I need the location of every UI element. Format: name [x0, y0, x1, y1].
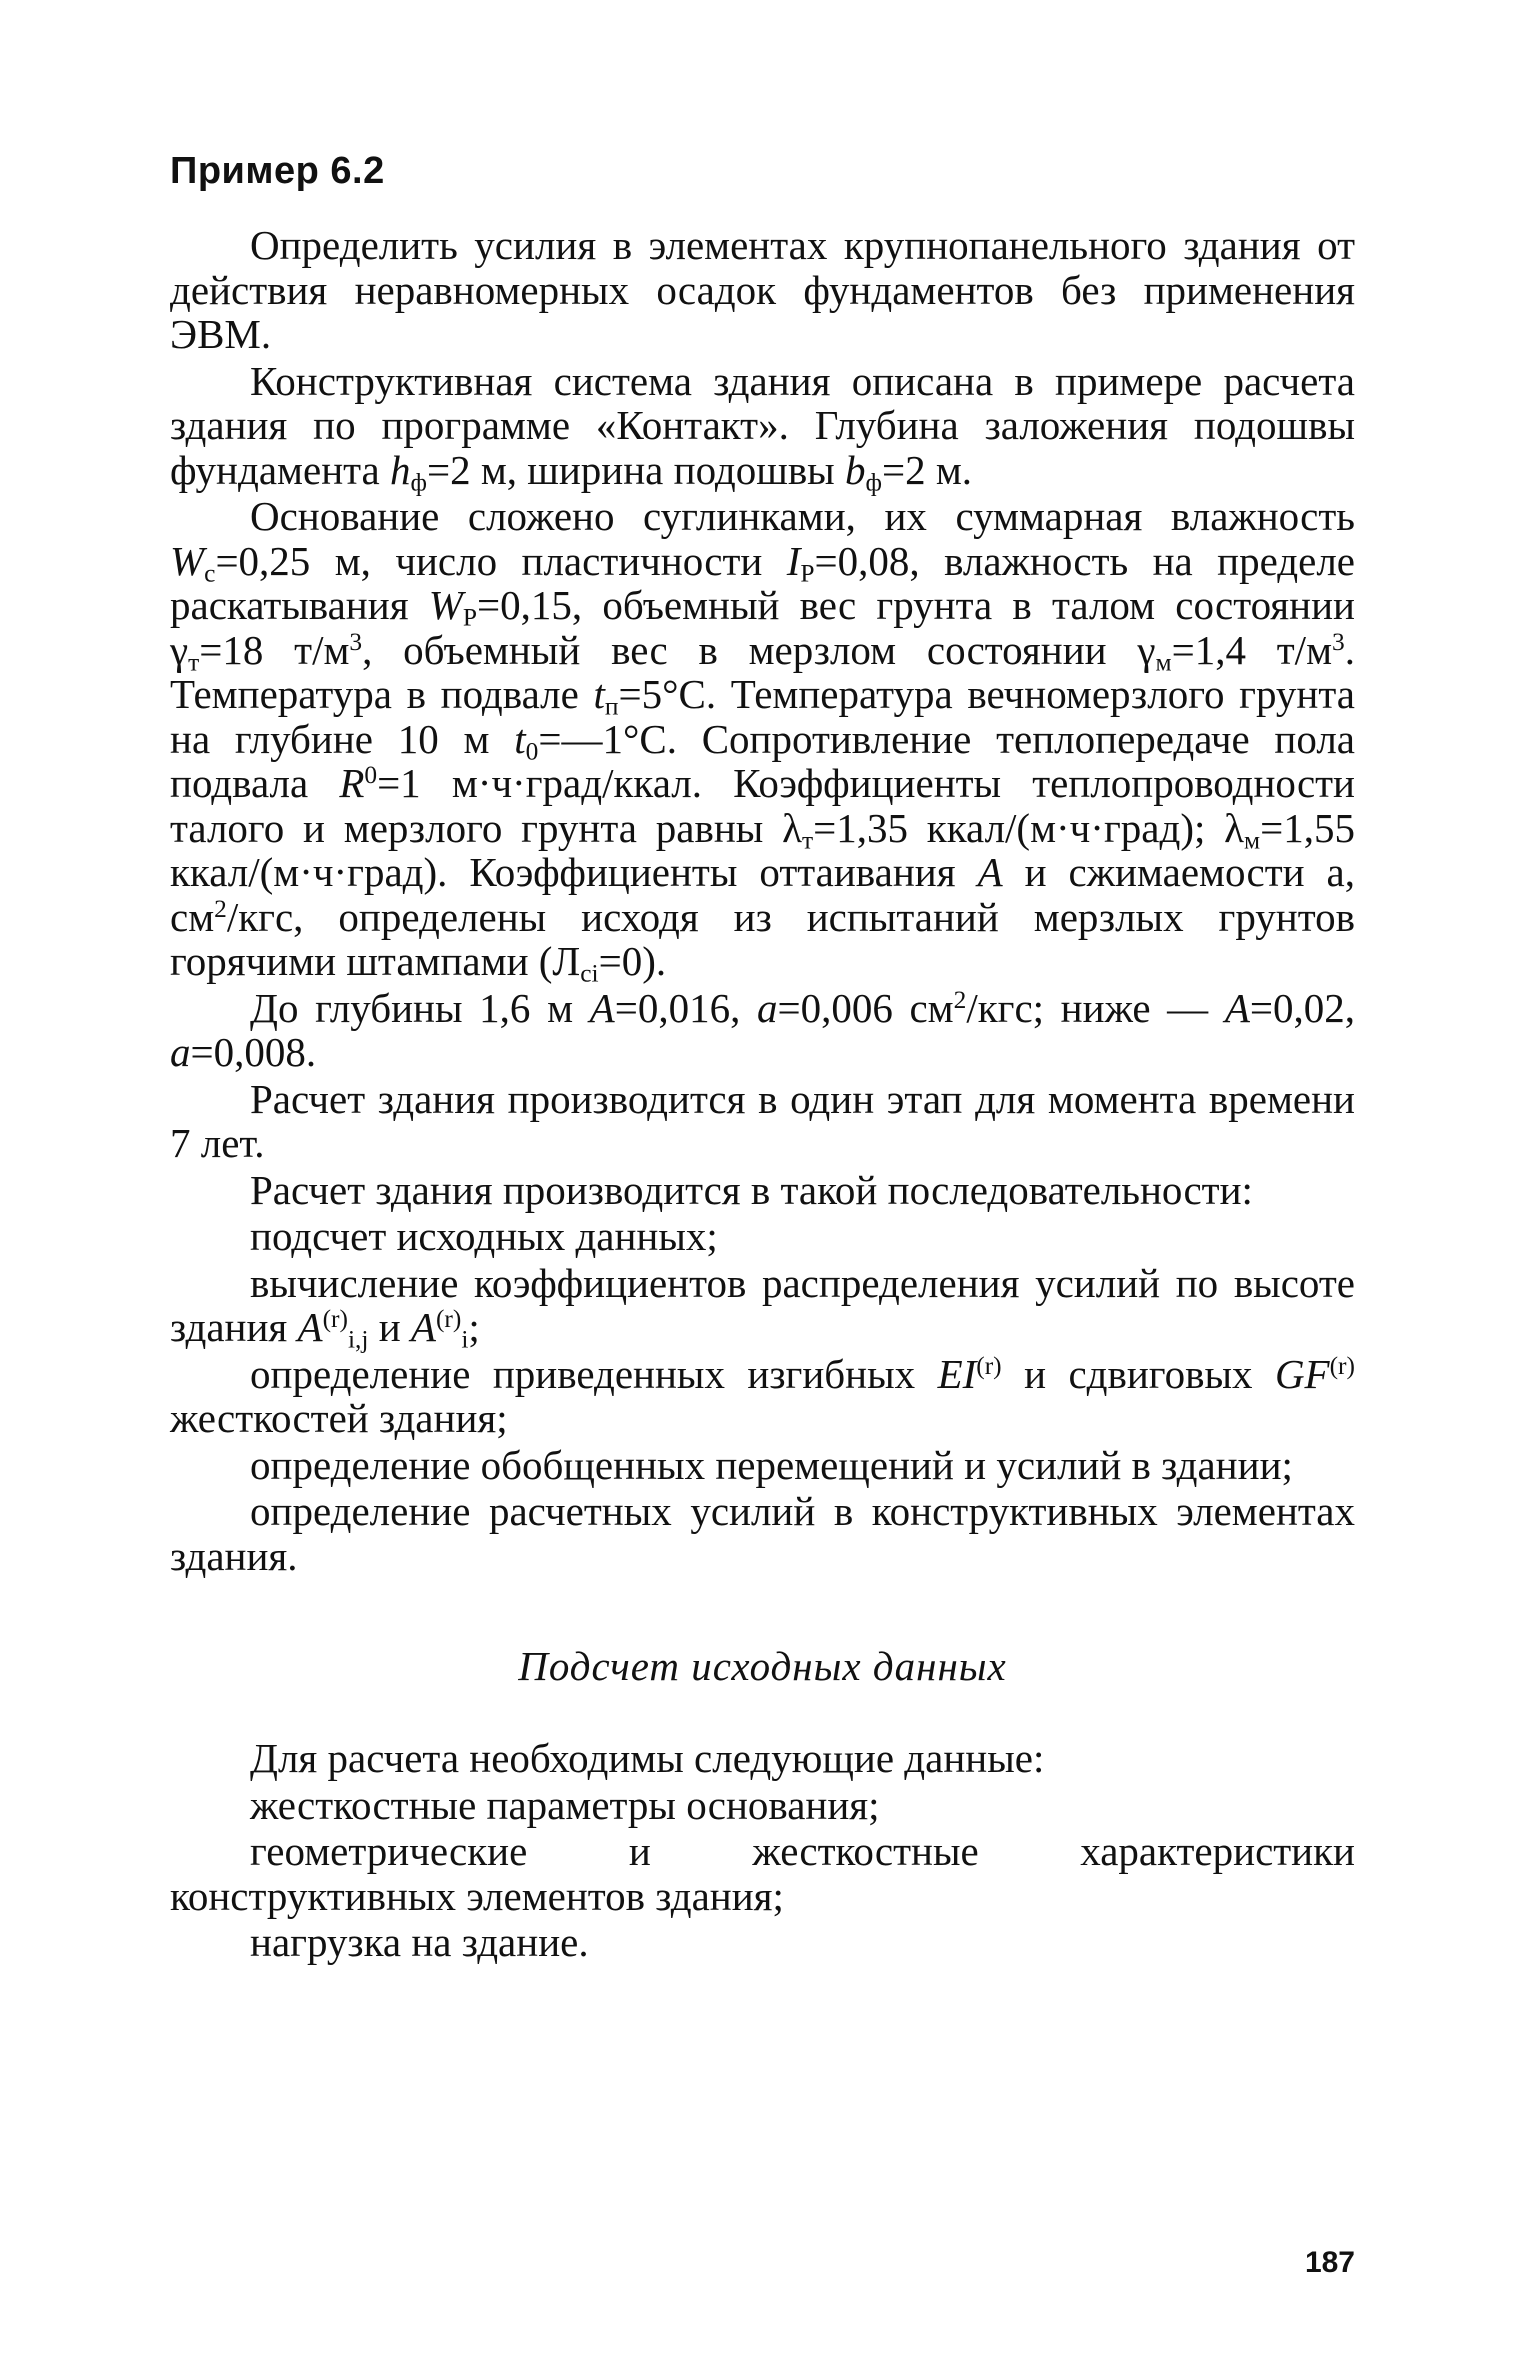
list-item-distribution-coefficients: вычисление коэффициентов распределения усилий по высоте здания $A^{(r)}_{i,j}$ и $A^{(r)}_i$; — [170, 1259, 1355, 1354]
paragraph-task: Определить усилия в элементах крупнопанельного здания от действия неравномерных осадок фундаментов без применения ЭВМ. — [170, 222, 1355, 357]
book-page — [170, 150, 1355, 2300]
list-item-stiffness: определение приведенных изгибных EI$^{(r)}$ и сдвиговых GF$^{(r)}$ жесткостей здания; — [170, 1350, 1355, 1441]
paragraph-construction-system: Конструктивная система здания описана в примере расчета здания по программе «Контакт». Глубина заложения подошвы фундамента $h_ф=2$ м, ширина подошвы $b_ф=2$ м. — [170, 357, 1355, 496]
paragraph-required-data: Для расчета необходимы следующие данные: — [250, 1735, 1045, 1781]
list-item-foundation-parameters: жесткостные параметры основания; — [250, 1781, 880, 1828]
section-title: Подсчет исходных данных — [518, 1643, 1007, 1689]
page-number: 187 — [1304, 2246, 1355, 2279]
paragraph-one-stage: Расчет здания производится в один этап для момента времени 7 лет. — [170, 1075, 1355, 1166]
paragraph-depth-coefficients: До глубины 1,6 м A=0,016, a=0,006 $см^2$/кгс; ниже — A=0,02, a=0,008. — [170, 984, 1355, 1075]
list-item-displacements: определение обобщенных перемещений и усилий в здании; — [250, 1441, 1293, 1488]
list-item-design-forces: определение расчетных усилий в конструктивных элементах здания. — [170, 1488, 1355, 1579]
list-item-initial-data: подсчет исходных данных; — [250, 1213, 718, 1259]
list-item-element-characteristics: геометрические и жесткостные характеристики конструктивных элементов здания; — [170, 1828, 1355, 1919]
list-item-load: нагрузка на здание. — [250, 1919, 589, 1965]
paragraph-sequence: Расчет здания производится в такой последовательности: — [250, 1166, 1253, 1213]
paragraph-soil-properties: Основание сложено суглинками, их суммарная влажность $W_c=0,25$ м, число пластичности $I_P=0,08$, влажность на пределе раскатывания $W_P=0,15$, объемный вес грунта в талом состоянии $\gamma_т=18$ $т/м^3$, объемный вес в мерзлом состоянии $\gamma_м=1,4$ $т/м^3$. Температура в подвале $t_п=5^\circ C$. Температура вечномерзлого грунта на глубине 10 м $t_0=—1^\circ C$. Сопротивление теплопередаче пола подвала $R^0=1$ м·ч·град/ккал. Коэффициенты теплопроводности талого и мерзлого грунта равны $\lambda_т=1,35$ ккал/(м·ч·град); $\lambda_м=1,55$ ккал/(м·ч·град). Коэффициенты оттаивания A и сжимаемости a, $см^2$/кгс, определены исходя из испытаний мерзлых грунтов горячими штампами $(Л_{ci}=0)$. — [170, 493, 1355, 988]
example-heading: Пример 6.2 — [170, 150, 385, 192]
